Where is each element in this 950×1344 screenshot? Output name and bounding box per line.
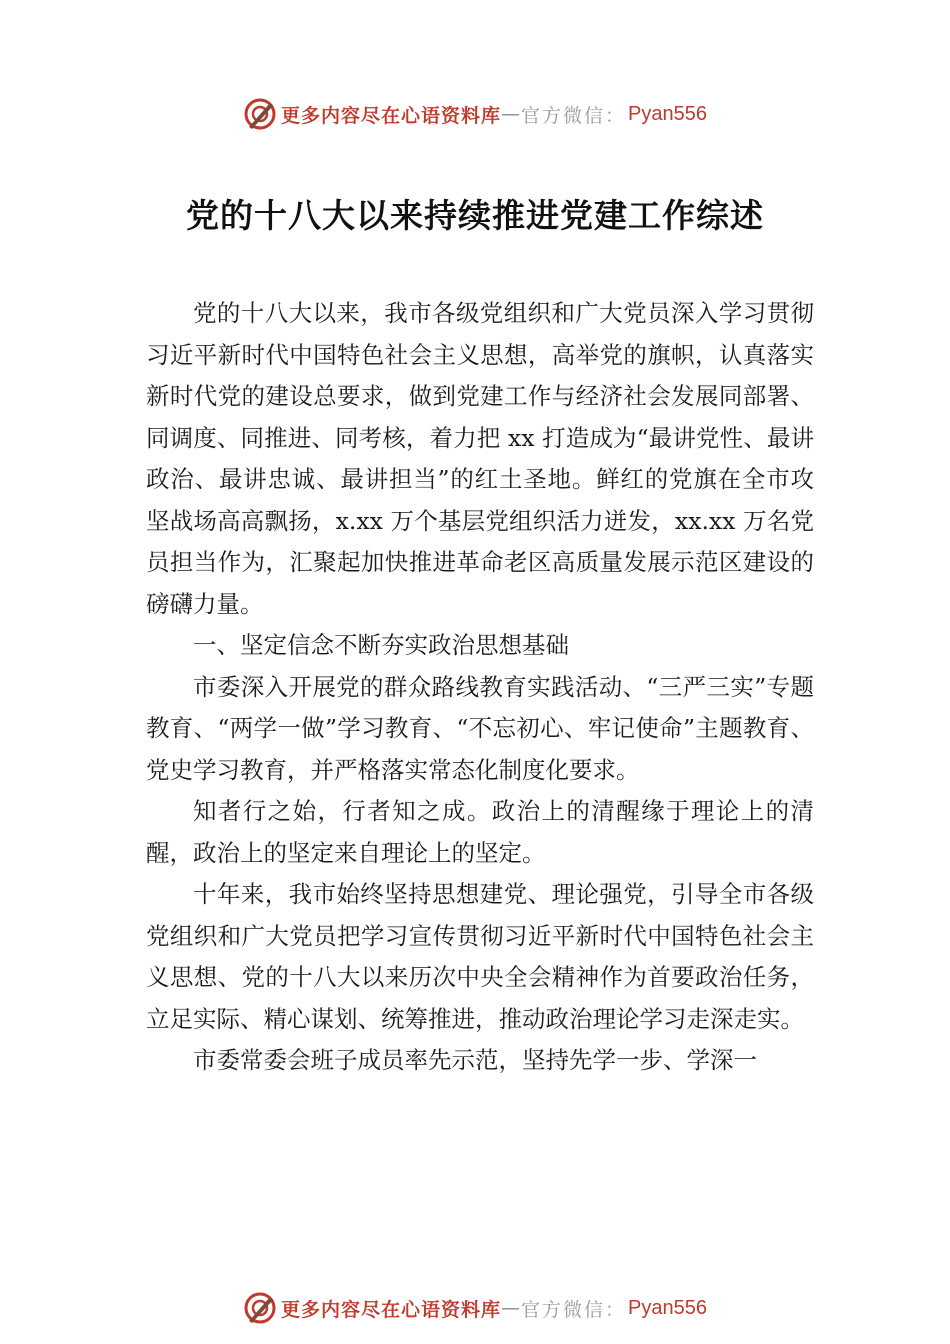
footer-wechat-id: Pyan556 <box>628 1296 707 1319</box>
footer-brand: 更多内容尽在心语资料库 <box>281 1298 502 1321</box>
footer-banner <box>0 1288 950 1328</box>
footer-separator: — <box>501 1297 522 1319</box>
header-wechat-label: 官方微信： <box>521 104 627 127</box>
paragraph: 知者行之始，行者知之成。政治上的清醒缘于理论上的清醒，政治上的坚定来自理论上的坚定。 <box>146 797 814 867</box>
pen-logo-icon <box>243 1291 277 1325</box>
section-heading: 一、坚定信念不断夯实政治思想基础 <box>193 631 569 659</box>
paragraph: 市委常委会班子成员率先示范，坚持先学一步、学深一 <box>193 1046 757 1074</box>
paragraph: 十年来，我市始终坚持思想建党、理论强党，引导全市各级党组织和广大党员把学习宣传贯彻习近平新时代中国特色社会主义思想、党的十八大以来历次中央全会精神作为首要政治任务，立足实际、精心谋划、统筹推进，推动政治理论学习走深走实。 <box>146 880 814 1033</box>
paragraph-intro: 党的十八大以来，我市各级党组织和广大党员深入学习贯彻习近平新时代中国特色社会主义思想，高举党的旗帜，认真落实新时代党的建设总要求，做到党建工作与经济社会发展同部署、同调度、同推进、同考核，着力把 xx 打造成为“最讲党性、最讲政治、最讲忠诚、最讲担当”的红土圣地。鲜红的党旗在全市攻坚战场高高飘扬，x.xx 万个基层党组织活力迸发，xx.xx 万名党员担当作为，汇聚起加快推进革命老区高质量发展示范区建设的磅礴力量。 <box>146 299 814 618</box>
header-separator: — <box>501 103 522 125</box>
header-brand: 更多内容尽在心语资料库 <box>281 104 502 127</box>
header-banner <box>0 94 950 134</box>
document-body <box>146 293 814 1082</box>
pen-logo-icon <box>243 97 277 131</box>
header-wechat-id: Pyan556 <box>628 102 707 125</box>
footer-wechat-label: 官方微信： <box>521 1298 627 1321</box>
paragraph: 市委深入开展党的群众路线教育实践活动、“三严三实”专题教育、“两学一做”学习教育、“不忘初心、牢记使命”主题教育、党史学习教育，并严格落实常态化制度化要求。 <box>146 672 814 784</box>
document-title: 党的十八大以来持续推进党建工作综述 <box>186 196 764 235</box>
